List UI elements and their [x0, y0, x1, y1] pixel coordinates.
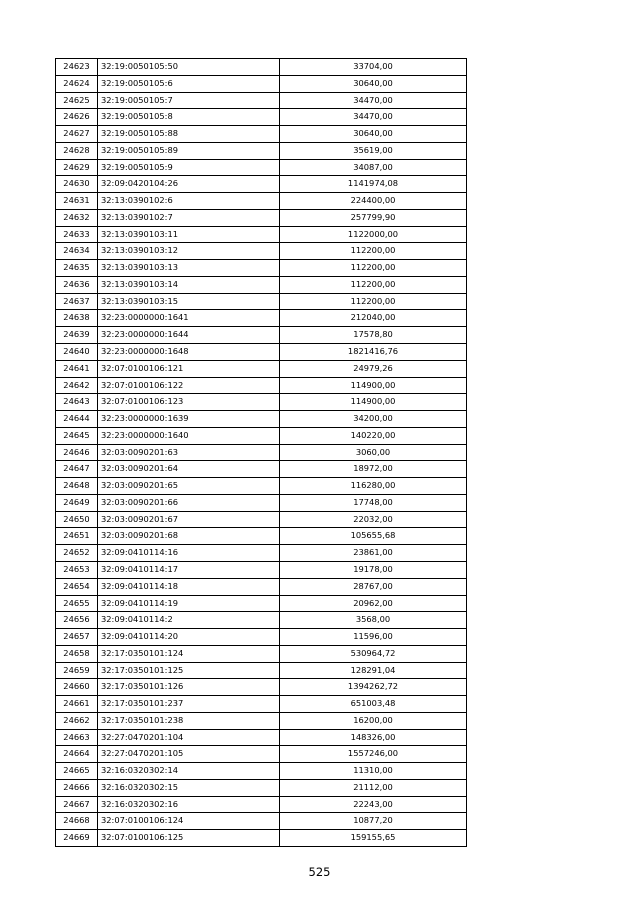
- row-number-cell: 24640: [56, 344, 98, 361]
- row-number-cell: 24644: [56, 411, 98, 428]
- row-number-cell: 24667: [56, 796, 98, 813]
- table-row: [56, 796, 467, 813]
- page-number: 525: [308, 865, 331, 879]
- table-row: [56, 444, 467, 461]
- row-number-cell: 24627: [56, 126, 98, 143]
- value-cell: 112200,00: [280, 276, 467, 293]
- table-row: [56, 142, 467, 159]
- row-number-cell: 24664: [56, 746, 98, 763]
- cadastral-number-cell: 32:09:0410114:20: [98, 629, 280, 646]
- table-row: [56, 411, 467, 428]
- table-row: [56, 109, 467, 126]
- value-cell: 23861,00: [280, 545, 467, 562]
- cadastral-number-cell: 32:19:0050105:50: [98, 59, 280, 76]
- row-number-cell: 24663: [56, 729, 98, 746]
- cadastral-number-cell: 32:09:0410114:2: [98, 612, 280, 629]
- value-cell: 140220,00: [280, 427, 467, 444]
- row-number-cell: 24638: [56, 310, 98, 327]
- row-number-cell: 24651: [56, 528, 98, 545]
- value-cell: 28767,00: [280, 578, 467, 595]
- row-number-cell: 24646: [56, 444, 98, 461]
- table-row: [56, 478, 467, 495]
- table-row: [56, 746, 467, 763]
- cadastral-number-cell: 32:09:0410114:18: [98, 578, 280, 595]
- row-number-cell: 24631: [56, 193, 98, 210]
- row-number-cell: 24655: [56, 595, 98, 612]
- cadastral-number-cell: 32:23:0000000:1648: [98, 344, 280, 361]
- value-cell: 159155,65: [280, 830, 467, 847]
- table-row: [56, 293, 467, 310]
- cadastral-number-cell: 32:19:0050105:7: [98, 92, 280, 109]
- cadastral-number-cell: 32:07:0100106:125: [98, 830, 280, 847]
- row-number-cell: 24637: [56, 293, 98, 310]
- cadastral-number-cell: 32:17:0350101:237: [98, 696, 280, 713]
- cadastral-number-cell: 32:16:0320302:16: [98, 796, 280, 813]
- cadastral-number-cell: 32:19:0050105:88: [98, 126, 280, 143]
- cadastral-number-cell: 32:17:0350101:238: [98, 712, 280, 729]
- row-number-cell: 24649: [56, 494, 98, 511]
- cadastral-number-cell: 32:17:0350101:124: [98, 645, 280, 662]
- table-row: [56, 545, 467, 562]
- value-cell: 17578,80: [280, 327, 467, 344]
- cadastral-number-cell: 32:03:0090201:65: [98, 478, 280, 495]
- table-row: [56, 260, 467, 277]
- row-number-cell: 24665: [56, 763, 98, 780]
- row-number-cell: 24634: [56, 243, 98, 260]
- table-row: [56, 511, 467, 528]
- cadastral-number-cell: 32:09:0410114:19: [98, 595, 280, 612]
- cadastral-number-cell: 32:07:0100106:124: [98, 813, 280, 830]
- value-cell: 18972,00: [280, 461, 467, 478]
- cadastral-number-cell: 32:27:0470201:105: [98, 746, 280, 763]
- row-number-cell: 24657: [56, 629, 98, 646]
- cadastral-number-cell: 32:09:0410114:16: [98, 545, 280, 562]
- cadastral-number-cell: 32:19:0050105:9: [98, 159, 280, 176]
- row-number-cell: 24658: [56, 645, 98, 662]
- row-number-cell: 24662: [56, 712, 98, 729]
- table-row: [56, 561, 467, 578]
- value-cell: 1141974,08: [280, 176, 467, 193]
- table-row: [56, 310, 467, 327]
- cadastral-number-cell: 32:23:0000000:1640: [98, 427, 280, 444]
- table-row: [56, 92, 467, 109]
- row-number-cell: 24625: [56, 92, 98, 109]
- value-cell: 33704,00: [280, 59, 467, 76]
- row-number-cell: 24648: [56, 478, 98, 495]
- value-cell: 105655,68: [280, 528, 467, 545]
- cadastral-number-cell: 32:19:0050105:89: [98, 142, 280, 159]
- cadastral-number-cell: 32:07:0100106:123: [98, 394, 280, 411]
- value-cell: 257799,90: [280, 209, 467, 226]
- table-row: [56, 696, 467, 713]
- table-row: [56, 427, 467, 444]
- cadastral-value-table: [55, 58, 467, 847]
- value-cell: 22243,00: [280, 796, 467, 813]
- value-cell: 530964,72: [280, 645, 467, 662]
- value-cell: 212040,00: [280, 310, 467, 327]
- table-row: [56, 679, 467, 696]
- table-row: [56, 193, 467, 210]
- row-number-cell: 24624: [56, 75, 98, 92]
- value-cell: 19178,00: [280, 561, 467, 578]
- table-row: [56, 729, 467, 746]
- cadastral-number-cell: 32:19:0050105:8: [98, 109, 280, 126]
- cadastral-number-cell: 32:17:0350101:126: [98, 679, 280, 696]
- row-number-cell: 24660: [56, 679, 98, 696]
- value-cell: 16200,00: [280, 712, 467, 729]
- row-number-cell: 24642: [56, 377, 98, 394]
- value-cell: 10877,20: [280, 813, 467, 830]
- cadastral-number-cell: 32:09:0410114:17: [98, 561, 280, 578]
- cadastral-number-cell: 32:13:0390103:14: [98, 276, 280, 293]
- row-number-cell: 24647: [56, 461, 98, 478]
- value-cell: 11310,00: [280, 763, 467, 780]
- value-cell: 1821416,76: [280, 344, 467, 361]
- table-row: [56, 528, 467, 545]
- row-number-cell: 24645: [56, 427, 98, 444]
- cadastral-number-cell: 32:13:0390103:12: [98, 243, 280, 260]
- value-cell: 116280,00: [280, 478, 467, 495]
- value-cell: 112200,00: [280, 243, 467, 260]
- value-cell: 1122000,00: [280, 226, 467, 243]
- table-row: [56, 813, 467, 830]
- table-row: [56, 59, 467, 76]
- value-cell: 112200,00: [280, 260, 467, 277]
- cadastral-number-cell: 32:13:0390102:7: [98, 209, 280, 226]
- cadastral-number-cell: 32:07:0100106:121: [98, 360, 280, 377]
- cadastral-number-cell: 32:07:0100106:122: [98, 377, 280, 394]
- table-row: [56, 209, 467, 226]
- cadastral-number-cell: 32:03:0090201:67: [98, 511, 280, 528]
- table-row: [56, 276, 467, 293]
- cadastral-number-cell: 32:16:0320302:14: [98, 763, 280, 780]
- value-cell: 34087,00: [280, 159, 467, 176]
- row-number-cell: 24636: [56, 276, 98, 293]
- value-cell: 24979,26: [280, 360, 467, 377]
- value-cell: 30640,00: [280, 126, 467, 143]
- cadastral-number-cell: 32:13:0390103:13: [98, 260, 280, 277]
- value-cell: 1557246,00: [280, 746, 467, 763]
- cadastral-number-cell: 32:23:0000000:1641: [98, 310, 280, 327]
- row-number-cell: 24628: [56, 142, 98, 159]
- cadastral-number-cell: 32:23:0000000:1639: [98, 411, 280, 428]
- table-row: [56, 344, 467, 361]
- table-row: [56, 377, 467, 394]
- cadastral-number-cell: 32:03:0090201:68: [98, 528, 280, 545]
- row-number-cell: 24643: [56, 394, 98, 411]
- row-number-cell: 24653: [56, 561, 98, 578]
- cadastral-number-cell: 32:03:0090201:63: [98, 444, 280, 461]
- value-cell: 34470,00: [280, 92, 467, 109]
- row-number-cell: 24654: [56, 578, 98, 595]
- table-row: [56, 763, 467, 780]
- value-cell: 114900,00: [280, 394, 467, 411]
- row-number-cell: 24629: [56, 159, 98, 176]
- cadastral-number-cell: 32:17:0350101:125: [98, 662, 280, 679]
- row-number-cell: 24632: [56, 209, 98, 226]
- value-cell: 21112,00: [280, 779, 467, 796]
- value-cell: 30640,00: [280, 75, 467, 92]
- value-cell: 34470,00: [280, 109, 467, 126]
- row-number-cell: 24623: [56, 59, 98, 76]
- value-cell: 114900,00: [280, 377, 467, 394]
- cadastral-number-cell: 32:13:0390103:11: [98, 226, 280, 243]
- value-cell: 224400,00: [280, 193, 467, 210]
- table-row: [56, 494, 467, 511]
- cadastral-number-cell: 32:23:0000000:1644: [98, 327, 280, 344]
- cadastral-number-cell: 32:16:0320302:15: [98, 779, 280, 796]
- row-number-cell: 24633: [56, 226, 98, 243]
- table-row: [56, 662, 467, 679]
- value-cell: 20962,00: [280, 595, 467, 612]
- table-row: [56, 629, 467, 646]
- table-row: [56, 226, 467, 243]
- cadastral-number-cell: 32:03:0090201:66: [98, 494, 280, 511]
- cadastral-number-cell: 32:09:0420104:26: [98, 176, 280, 193]
- row-number-cell: 24650: [56, 511, 98, 528]
- table-body: [56, 59, 467, 847]
- row-number-cell: 24659: [56, 662, 98, 679]
- table-row: [56, 243, 467, 260]
- cadastral-number-cell: 32:13:0390102:6: [98, 193, 280, 210]
- table-row: [56, 394, 467, 411]
- value-cell: 17748,00: [280, 494, 467, 511]
- table-row: [56, 830, 467, 847]
- row-number-cell: 24630: [56, 176, 98, 193]
- value-cell: 128291,04: [280, 662, 467, 679]
- table-row: [56, 779, 467, 796]
- table-row: [56, 461, 467, 478]
- cadastral-number-cell: 32:03:0090201:64: [98, 461, 280, 478]
- cadastral-number-cell: 32:27:0470201:104: [98, 729, 280, 746]
- row-number-cell: 24656: [56, 612, 98, 629]
- row-number-cell: 24635: [56, 260, 98, 277]
- table-row: [56, 712, 467, 729]
- table-row: [56, 126, 467, 143]
- row-number-cell: 24668: [56, 813, 98, 830]
- value-cell: 11596,00: [280, 629, 467, 646]
- value-cell: 148326,00: [280, 729, 467, 746]
- row-number-cell: 24641: [56, 360, 98, 377]
- table-row: [56, 327, 467, 344]
- value-cell: 3568,00: [280, 612, 467, 629]
- table-row: [56, 159, 467, 176]
- value-cell: 651003,48: [280, 696, 467, 713]
- value-cell: 34200,00: [280, 411, 467, 428]
- table-row: [56, 360, 467, 377]
- table-row: [56, 595, 467, 612]
- table-row: [56, 612, 467, 629]
- value-cell: 22032,00: [280, 511, 467, 528]
- cadastral-number-cell: 32:13:0390103:15: [98, 293, 280, 310]
- table-row: [56, 176, 467, 193]
- row-number-cell: 24661: [56, 696, 98, 713]
- row-number-cell: 24639: [56, 327, 98, 344]
- row-number-cell: 24669: [56, 830, 98, 847]
- value-cell: 35619,00: [280, 142, 467, 159]
- row-number-cell: 24652: [56, 545, 98, 562]
- value-cell: 112200,00: [280, 293, 467, 310]
- table-row: [56, 75, 467, 92]
- table-row: [56, 578, 467, 595]
- cadastral-number-cell: 32:19:0050105:6: [98, 75, 280, 92]
- value-cell: 3060,00: [280, 444, 467, 461]
- table-row: [56, 645, 467, 662]
- value-cell: 1394262,72: [280, 679, 467, 696]
- row-number-cell: 24666: [56, 779, 98, 796]
- row-number-cell: 24626: [56, 109, 98, 126]
